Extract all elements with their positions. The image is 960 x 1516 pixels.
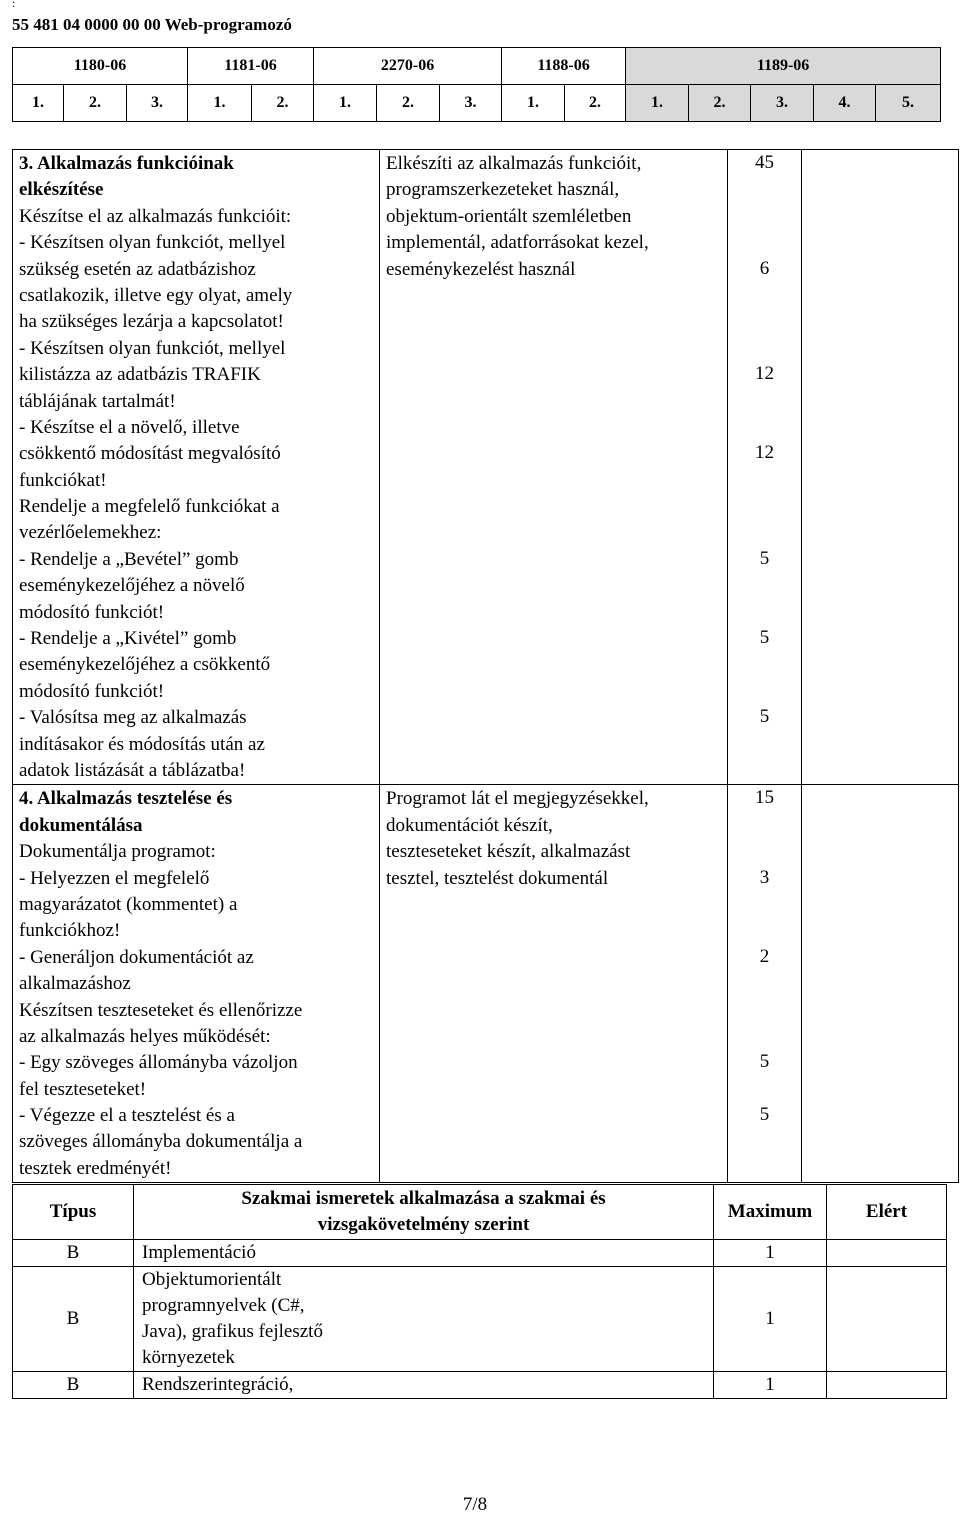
cell-line: módosító funkciót!	[19, 601, 165, 623]
cell-line	[728, 176, 801, 202]
cell-line	[728, 1023, 801, 1049]
achieved-header: Elért	[827, 1185, 947, 1240]
number-cell: 3.	[127, 85, 188, 122]
number-cell: 3.	[751, 85, 814, 122]
task-row-3	[13, 150, 959, 785]
cell-line: funkciókat!	[19, 469, 107, 491]
number-cell: 2.	[377, 85, 440, 122]
cell-line	[728, 493, 801, 519]
cell-line: elkészítése	[19, 179, 104, 201]
cell-line: 12	[755, 442, 774, 464]
module-cell: 1181-06	[188, 48, 314, 85]
skill-name	[134, 1372, 714, 1399]
module-cell: 1180-06	[13, 48, 188, 85]
task-points	[728, 785, 802, 1183]
skill-name-line: környezetek	[142, 1347, 235, 1368]
number-cell: 1.	[626, 85, 689, 122]
cell-line: szöveges állományba dokumentálja a	[19, 1131, 303, 1153]
skills-body	[13, 1240, 947, 1399]
max-header: Maximum	[714, 1185, 827, 1240]
cell-line: - Rendelje a „Kivétel” gomb	[19, 628, 237, 650]
cell-line: 5	[759, 1051, 770, 1073]
module-cell: 2270-06	[314, 48, 502, 85]
number-row	[13, 85, 941, 122]
cell-line	[728, 572, 801, 598]
cell-line: programszerkezeteket használ,	[386, 179, 620, 201]
cell-line: Készítse el az alkalmazás funkcióit:	[19, 205, 292, 227]
cell-line: eseménykezelőjéhez a csökkentő	[19, 654, 271, 676]
cell-line: - Valósítsa meg az alkalmazás	[19, 707, 247, 729]
cell-line	[728, 388, 801, 414]
cell-line: - Készítsen olyan funkciót, mellyel	[19, 337, 286, 359]
number-cell: 1.	[502, 85, 565, 122]
cell-line: vezérlőelemekhez:	[19, 522, 162, 544]
cell-line	[728, 651, 801, 677]
skill-type: B	[13, 1267, 134, 1372]
cell-line	[728, 1076, 801, 1102]
skills-header-row	[13, 1185, 947, 1240]
cell-line	[728, 838, 801, 864]
skill-name	[134, 1267, 714, 1372]
cell-line: teszteseteket készít, alkalmazást	[386, 841, 631, 863]
number-cell: 1.	[13, 85, 64, 122]
cell-line: csökkentő módosítást megvalósító	[19, 443, 281, 465]
cell-line: kilistázza az adatbázis TRAFIK	[19, 364, 261, 386]
skill-header	[134, 1185, 714, 1240]
cell-line: tesztel, tesztelést dokumentál	[386, 867, 609, 889]
module-header-table	[12, 47, 941, 122]
number-cell: 1.	[188, 85, 252, 122]
cell-line: 3. Alkalmazás funkcióinak	[19, 153, 234, 174]
skill-name-line: Objektumorientált	[142, 1269, 282, 1290]
cell-line: Dokumentálja programot:	[19, 841, 216, 863]
cell-line: funkciókhoz!	[19, 920, 121, 942]
skill-achieved	[827, 1372, 947, 1399]
skill-header-line: Szakmai ismeretek alkalmazása a szakmai és	[241, 1188, 606, 1209]
cell-line: - Készítsen olyan funkciót, mellyel	[19, 232, 286, 254]
cell-line	[728, 970, 801, 996]
cell-line: - Generáljon dokumentációt az	[19, 946, 254, 968]
cell-line: - Helyezzen el megfelelő	[19, 867, 210, 889]
skill-type: B	[13, 1240, 134, 1267]
skill-achieved	[827, 1267, 947, 1372]
header-marker: :	[12, 0, 16, 10]
skills-table	[12, 1184, 947, 1399]
skill-max: 1	[714, 1240, 827, 1267]
skill-achieved	[827, 1240, 947, 1267]
cell-line	[728, 203, 801, 229]
cell-line	[728, 229, 801, 255]
cell-line: dokumentációt készít,	[386, 814, 553, 836]
cell-line: - Egy szöveges állományba vázoljon	[19, 1052, 298, 1074]
number-cell: 2.	[64, 85, 127, 122]
cell-line: ha szükséges lezárja a kapcsolatot!	[19, 311, 284, 333]
cell-line: 5	[759, 627, 770, 649]
cell-line: 12	[755, 363, 774, 385]
skill-row	[13, 1267, 947, 1372]
cell-line	[728, 812, 801, 838]
cell-line: 5	[759, 547, 770, 569]
skill-name-line: programnyelvek (C#,	[142, 1295, 305, 1316]
module-row	[13, 48, 941, 85]
skill-max: 1	[714, 1267, 827, 1372]
page-number: 7/8	[462, 1494, 488, 1515]
number-cell: 4.	[814, 85, 876, 122]
cell-line: - Készítse el a növelő, illetve	[19, 416, 240, 438]
cell-line	[728, 282, 801, 308]
cell-line: az alkalmazás helyes működését:	[19, 1025, 271, 1047]
cell-line: adatok listázását a táblázatba!	[19, 759, 246, 781]
cell-line: 6	[759, 257, 770, 279]
skill-name-line: Java), grafikus fejlesztő	[142, 1321, 323, 1342]
module-cell: 1189-06	[626, 48, 941, 85]
skill-type: B	[13, 1372, 134, 1399]
task-row-4	[13, 785, 959, 1183]
cell-line	[728, 308, 801, 334]
cell-line: indításakor és módosítás után az	[19, 733, 265, 755]
task-description	[13, 785, 380, 1183]
cell-line: - Végezze el a tesztelést és a	[19, 1105, 235, 1127]
skill-name-line: Implementáció	[142, 1242, 256, 1263]
cell-line	[728, 997, 801, 1023]
skill-name	[134, 1240, 714, 1267]
cell-line: Programot lát el megjegyzésekkel,	[386, 788, 649, 810]
task-table	[12, 149, 959, 1183]
task-achieved	[802, 785, 959, 1183]
cell-line	[728, 467, 801, 493]
cell-line: dokumentálása	[19, 814, 143, 836]
cell-line	[728, 414, 801, 440]
number-cell: 2.	[565, 85, 626, 122]
task-competence	[380, 150, 728, 785]
cell-line: csatlakozik, illetve egy olyat, amely	[19, 284, 293, 306]
cell-line: 5	[759, 1104, 770, 1126]
skill-name-line: Rendszerintegráció,	[142, 1374, 294, 1395]
number-cell: 2.	[252, 85, 314, 122]
cell-line: magyarázatot (kommentet) a	[19, 893, 238, 915]
cell-line: eseménykezelést használ	[386, 258, 576, 280]
type-header: Típus	[13, 1185, 134, 1240]
task-points	[728, 150, 802, 785]
cell-line	[728, 917, 801, 943]
cell-line: Rendelje a megfelelő funkciókat a	[19, 496, 280, 518]
cell-line: 45	[755, 152, 774, 173]
cell-line: implementál, adatforrásokat kezel,	[386, 232, 649, 254]
cell-line: 3	[759, 866, 770, 888]
skill-row	[13, 1372, 947, 1399]
cell-line: alkalmazáshoz	[19, 973, 131, 995]
cell-line: 5	[759, 706, 770, 728]
skill-header-line: vizsgakövetelmény szerint	[317, 1214, 530, 1235]
cell-line: szükség esetén az adatbázishoz	[19, 258, 256, 280]
cell-line: táblájának tartalmát!	[19, 390, 176, 412]
number-cell: 2.	[689, 85, 751, 122]
cell-line: tesztek eredményét!	[19, 1157, 172, 1179]
cell-line: módosító funkciót!	[19, 680, 165, 702]
cell-line: 2	[759, 945, 770, 967]
cell-line	[728, 519, 801, 545]
cell-line: Elkészíti az alkalmazás funkcióit,	[386, 153, 642, 174]
skill-max: 1	[714, 1372, 827, 1399]
cell-line	[728, 335, 801, 361]
number-cell: 3.	[440, 85, 502, 122]
cell-line: objektum-orientált szemléletben	[386, 205, 632, 227]
cell-line: 15	[755, 787, 774, 809]
task-description	[13, 150, 380, 785]
cell-line	[728, 599, 801, 625]
number-cell: 1.	[314, 85, 377, 122]
cell-line: fel teszteseteket!	[19, 1078, 147, 1100]
task-achieved	[802, 150, 959, 785]
cell-line: 4. Alkalmazás tesztelése és	[19, 788, 233, 810]
number-cell: 5.	[876, 85, 941, 122]
skill-row	[13, 1240, 947, 1267]
document-title: 55 481 04 0000 00 00 Web-programozó	[12, 15, 292, 34]
cell-line: eseménykezelőjéhez a növelő	[19, 575, 245, 597]
cell-line: Készítsen teszteseteket és ellenőrizze	[19, 999, 303, 1021]
module-cell: 1188-06	[502, 48, 626, 85]
cell-line	[728, 678, 801, 704]
cell-line	[728, 891, 801, 917]
cell-line: - Rendelje a „Bevétel” gomb	[19, 548, 239, 570]
task-competence	[380, 785, 728, 1183]
